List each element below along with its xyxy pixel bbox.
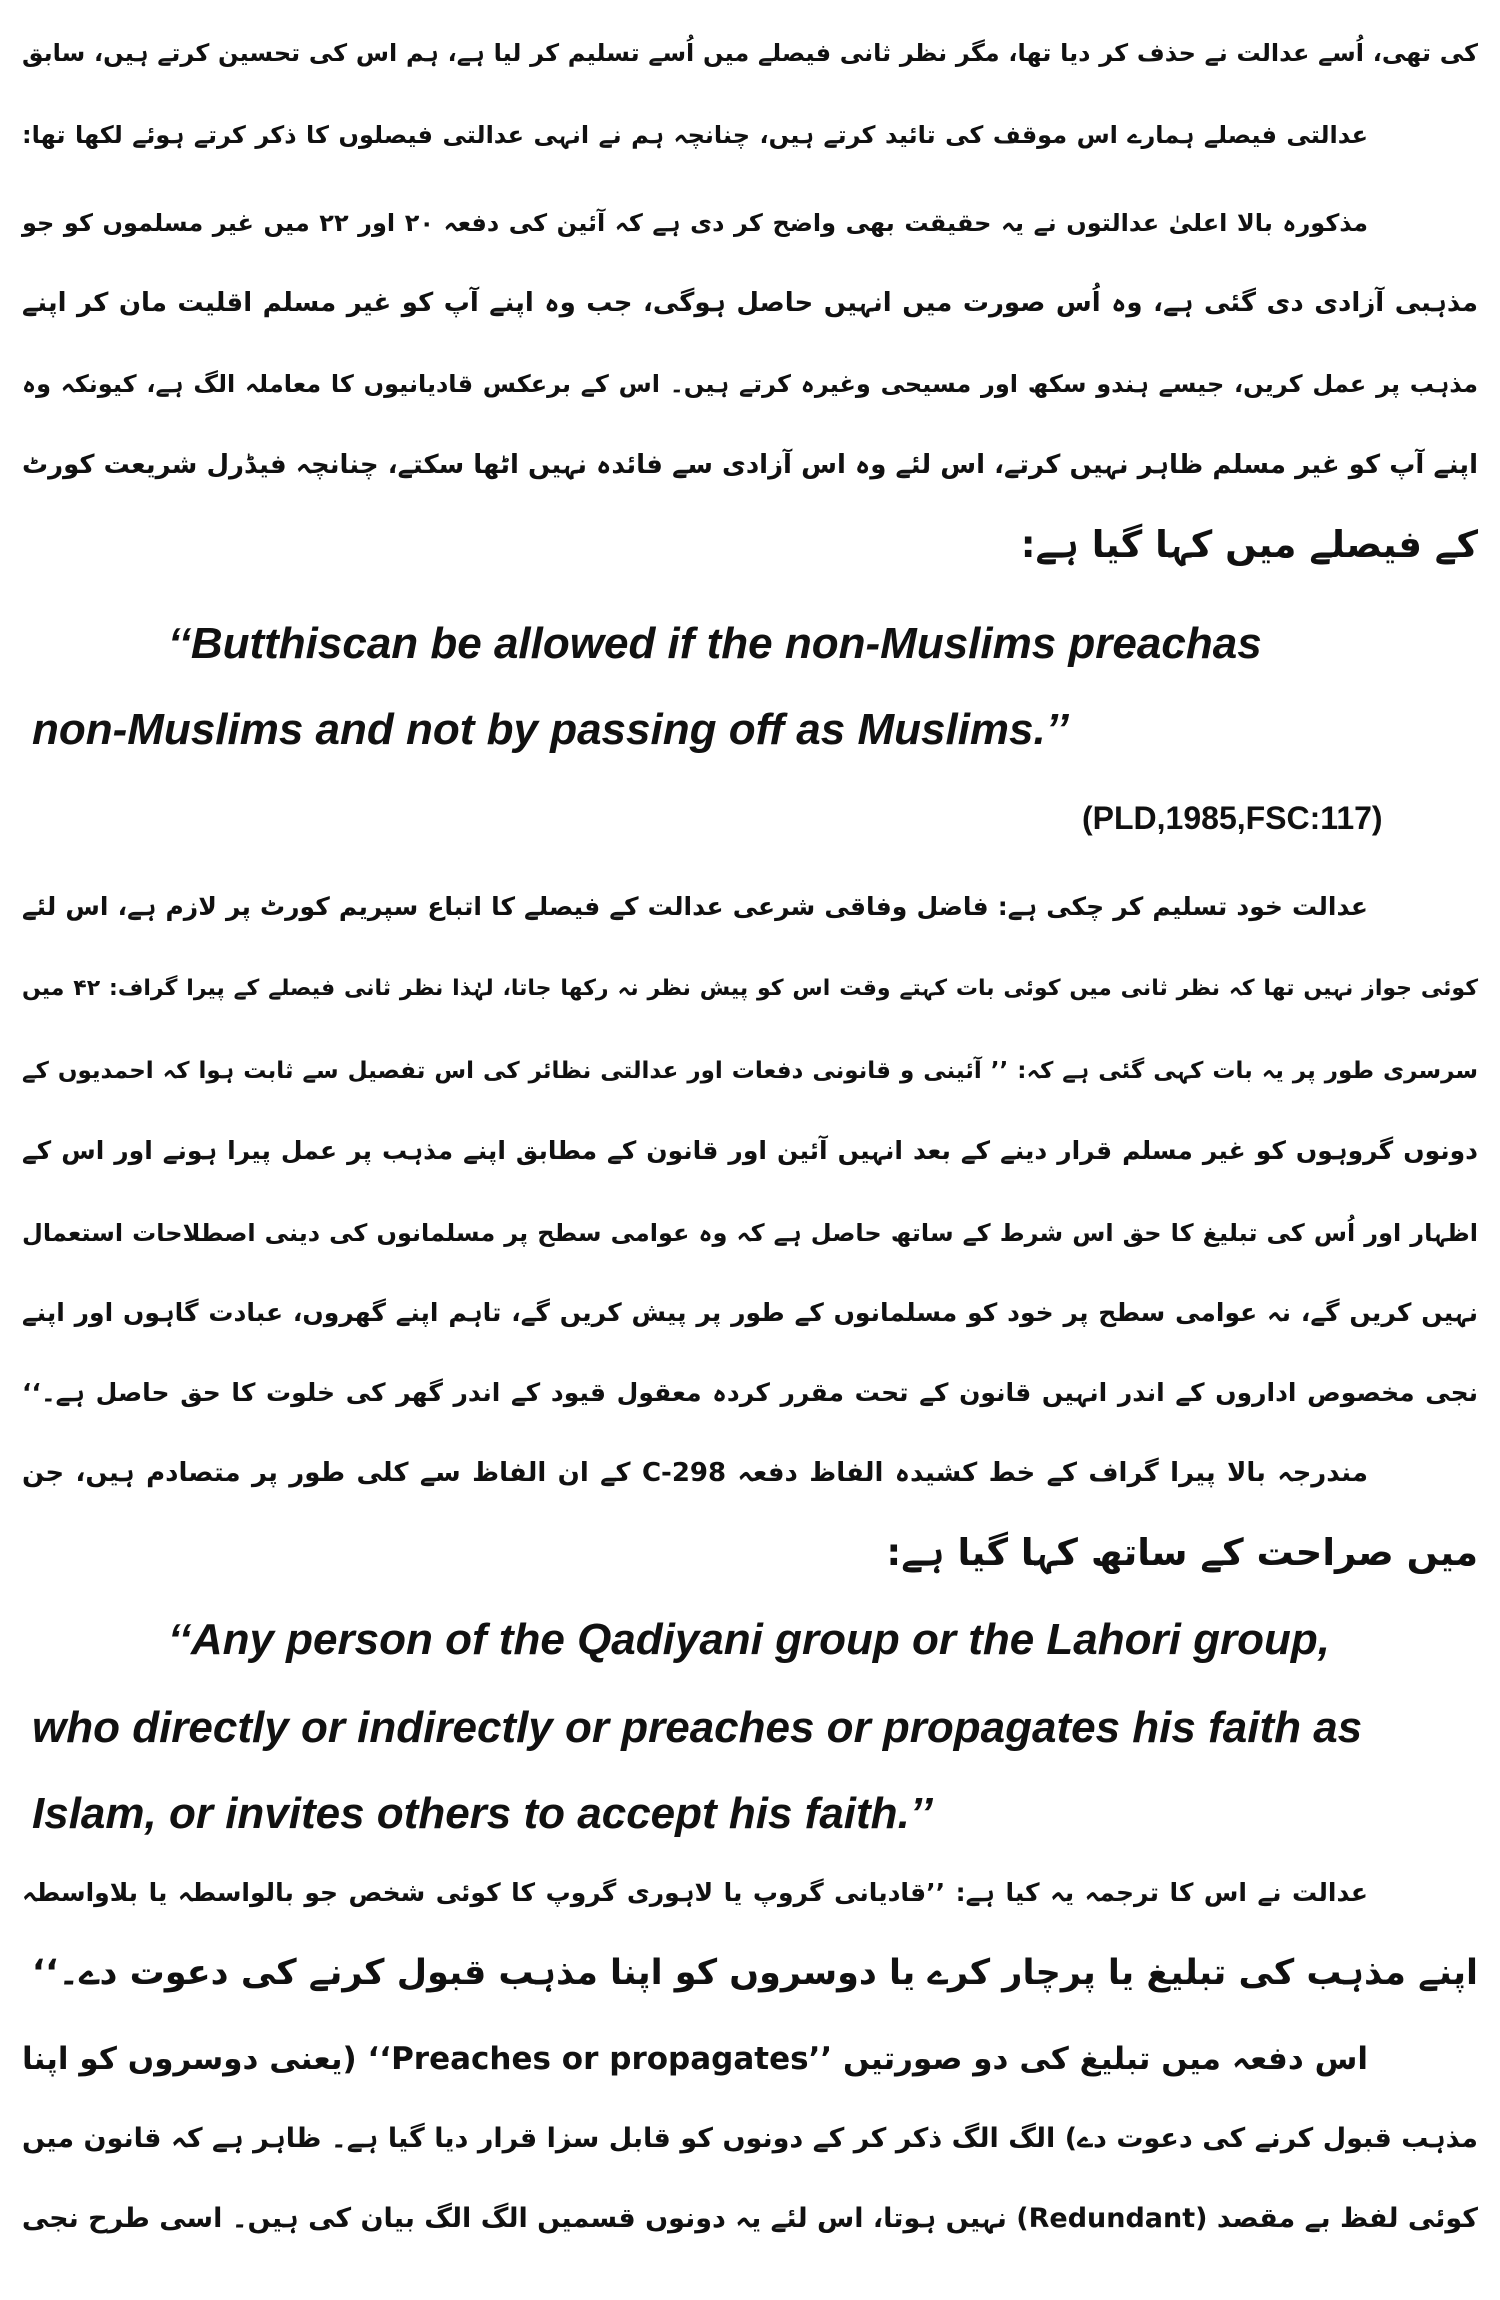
urdu-line: مذہبی آزادی دی گئی ہے، وہ اُس صورت میں انہیں حاصل ہوگی، جب وہ اپنے آپ کو غیر مسلم اقلیت مان کر اپنے [22,288,1478,318]
urdu-line: کے فیصلے میں کہا گیا ہے: [1020,523,1478,566]
urdu-line: مذکورہ بالا اعلیٰ عدالتوں نے یہ حقیقت بھی واضح کر دی ہے کہ آئین کی دفعہ ۲۰ اور ۲۲ میں غیر مسلموں کو جو [22,209,1369,237]
urdu-line: عدالتی فیصلے ہمارے اس موقف کی تائید کرتے ہیں، چنانچہ ہم نے انہی عدالتی فیصلوں کا ذکر کرتے ہوئے لکھا تھا: [22,121,1368,149]
urdu-line: مذہب پر عمل کریں، جیسے ہندو سکھ اور مسیحی وغیرہ کرتے ہیں۔ اس کے برعکس قادیانیوں کا معاملہ الگ ہے، کیونکہ وہ [22,370,1478,398]
english-quote-line: who directly or indirectly or preaches or propagates his faith as [32,1703,1363,1752]
urdu-line: اظہار اور اُس کی تبلیغ کا حق اس شرط کے ساتھ حاصل ہے کہ وہ عوامی سطح پر مسلمانوں کی دینی اصطلاحات استعمال [22,1219,1478,1247]
citation: (PLD,1985,FSC:117) [1082,800,1383,836]
urdu-line: نجی مخصوص اداروں کے اندر انہیں قانون کے تحت مقرر کردہ معقول قیود کے اندر گھر کی خلوت کا حق حاصل ہے۔‘‘ [22,1378,1478,1407]
urdu-line: دونوں گروہوں کو غیر مسلم قرار دینے کے بعد انہیں آئین اور قانون کے مطابق اپنے مذہب پر عمل پیرا ہونے اور اس کے [22,1136,1478,1165]
urdu-line: سرسری طور پر یہ بات کہی گئی ہے کہ: ’’ آئینی و قانونی دفعات اور عدالتی نظائر کی اس تفصیل سے ثابت ہوا کہ احمدیوں کے [22,1058,1478,1084]
english-quote-line: ‘‘Any person of the Qadiyani group or the Lahori group, [168,1615,1330,1664]
urdu-line: عدالت نے اس کا ترجمہ یہ کیا ہے: ’’قادیانی گروپ یا لاہوری گروپ کا کوئی شخص جو بالواسطہ یا بلاواسطہ [22,1878,1368,1907]
urdu-line: اپنے مذہب کی تبلیغ یا پرچار کرے یا دوسروں کو اپنا مذہب قبول کرنے کی دعوت دے۔‘‘ [31,1953,1478,1993]
urdu-line: میں صراحت کے ساتھ کہا گیا ہے: [886,1531,1478,1574]
urdu-line: اپنے آپ کو غیر مسلم ظاہر نہیں کرتے، اس لئے وہ اس آزادی سے فائدہ نہیں اٹھا سکتے، چنانچہ فیڈرل شریعت کورٹ [22,450,1478,480]
urdu-line: کوئی جواز نہیں تھا کہ نظر ثانی میں کوئی بات کہتے وقت اس کو پیش نظر نہ رکھا جاتا، لہٰذا نظر ثانی فیصلے کے پیرا گراف: ۴۲ میں [22,976,1478,1001]
english-quote-line: ‘‘Butthiscan be allowed if the non-Muslims preachas [168,619,1262,668]
english-quote-line: non-Muslims and not by passing off as Muslims.’’ [32,705,1069,754]
urdu-line: عدالت خود تسلیم کر چکی ہے: فاضل وفاقی شرعی عدالت کے فیصلے کا اتباع سپریم کورٹ پر لازم ہے، اس لئے [22,892,1368,921]
urdu-line: مذہب قبول کرنے کی دعوت دے) الگ الگ ذکر کر کے دونوں کو قابل سزا قرار دیا گیا ہے۔ ظاہر ہے کہ قانون میں [22,2123,1478,2154]
urdu-line: نہیں کریں گے، نہ عوامی سطح پر خود کو مسلمانوں کے طور پر پیش کریں گے، تاہم اپنے گھروں، عبادت گاہوں اور اپنے [22,1298,1478,1327]
english-quote-line: Islam, or invites others to accept his faith.’’ [32,1789,933,1838]
urdu-line: مندرجہ بالا پیرا گراف کے خط کشیدہ الفاظ دفعہ 298-C کے ان الفاظ سے کلی طور پر متصادم ہیں، جن [22,1458,1368,1488]
urdu-line: کوئی لفظ بے مقصد (Redundant) نہیں ہوتا، اس لئے یہ دونوں قسمیں الگ الگ بیان کی ہیں۔ اسی طرح نجی [21,2203,1478,2234]
urdu-line: کی تھی، اُسے عدالت نے حذف کر دیا تھا، مگر نظر ثانی فیصلے میں اُسے تسلیم کر لیا ہے، ہم اس کی تحسین کرتے ہیں، سابق [22,39,1478,67]
urdu-line: اس دفعہ میں تبلیغ کی دو صورتیں ’’Preaches or propagates‘‘ (یعنی دوسروں کو اپنا [22,2041,1368,2077]
